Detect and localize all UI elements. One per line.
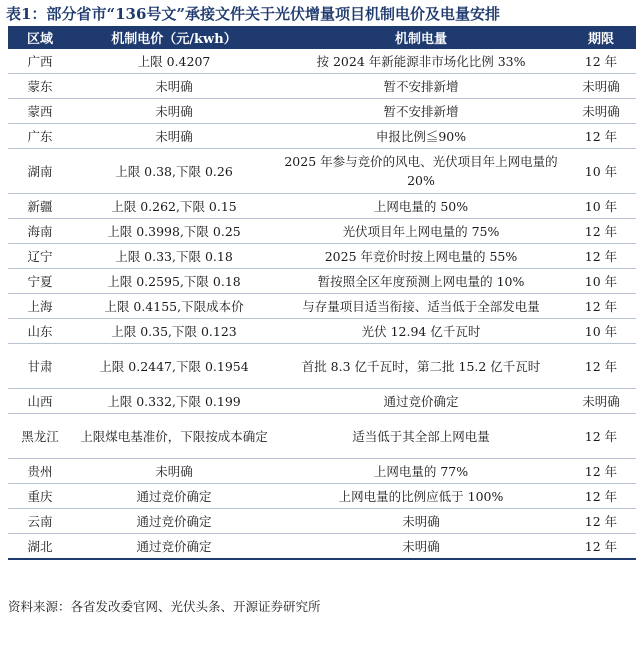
region-cell: 湖南 bbox=[8, 149, 72, 194]
volume-cell: 上网电量的 50% bbox=[276, 194, 566, 219]
term-cell: 10 年 bbox=[566, 149, 636, 194]
region-cell: 上海 bbox=[8, 294, 72, 319]
header-row bbox=[8, 26, 636, 49]
region-cell: 山西 bbox=[8, 389, 72, 414]
region-cell: 山东 bbox=[8, 319, 72, 344]
term-cell: 未明确 bbox=[566, 99, 636, 124]
term-cell: 12 年 bbox=[566, 414, 636, 459]
region-cell: 广东 bbox=[8, 124, 72, 149]
region-cell: 广西 bbox=[8, 49, 72, 74]
term-cell: 12 年 bbox=[566, 124, 636, 149]
price-cell: 通过竞价确定 bbox=[72, 509, 276, 534]
term-cell: 12 年 bbox=[566, 294, 636, 319]
region-cell: 黑龙江 bbox=[8, 414, 72, 459]
price-cell: 通过竞价确定 bbox=[72, 484, 276, 509]
table-row bbox=[8, 389, 636, 414]
price-cell: 未明确 bbox=[72, 124, 276, 149]
price-cell: 未明确 bbox=[72, 459, 276, 484]
table-row bbox=[8, 319, 636, 344]
region-cell: 重庆 bbox=[8, 484, 72, 509]
mechanism-price-table bbox=[8, 26, 636, 560]
price-cell: 上限 0.332,下限 0.199 bbox=[72, 389, 276, 414]
table-row bbox=[8, 194, 636, 219]
region-cell: 宁夏 bbox=[8, 269, 72, 294]
table-row bbox=[8, 509, 636, 534]
price-cell: 上限 0.35,下限 0.123 bbox=[72, 319, 276, 344]
table-row bbox=[8, 294, 636, 319]
volume-cell: 按 2024 年新能源非市场化比例 33% bbox=[276, 49, 566, 74]
term-cell: 12 年 bbox=[566, 509, 636, 534]
price-cell: 未明确 bbox=[72, 74, 276, 99]
price-cell: 上限 0.4155,下限成本价 bbox=[72, 294, 276, 319]
volume-cell: 2025 年竞价时按上网电量的 55% bbox=[276, 244, 566, 269]
column-header-price: 机制电价（元/kwh） bbox=[72, 26, 276, 49]
region-cell: 辽宁 bbox=[8, 244, 72, 269]
region-cell: 湖北 bbox=[8, 534, 72, 560]
volume-cell: 暂不安排新增 bbox=[276, 74, 566, 99]
table-row bbox=[8, 99, 636, 124]
volume-cell: 未明确 bbox=[276, 534, 566, 560]
table-title: 表1：部分省市“136号文”承接文件关于光伏增量项目机制电价及电量安排 bbox=[6, 5, 501, 23]
table-row bbox=[8, 484, 636, 509]
term-cell: 未明确 bbox=[566, 74, 636, 99]
price-cell: 上限 0.262,下限 0.15 bbox=[72, 194, 276, 219]
term-cell: 12 年 bbox=[566, 219, 636, 244]
volume-cell: 2025 年参与竞价的风电、光伏项目年上网电量的 20% bbox=[276, 149, 566, 194]
table-row bbox=[8, 344, 636, 389]
region-cell: 新疆 bbox=[8, 194, 72, 219]
column-header-region: 区域 bbox=[8, 26, 72, 49]
region-cell: 贵州 bbox=[8, 459, 72, 484]
region-cell: 蒙西 bbox=[8, 99, 72, 124]
term-cell: 10 年 bbox=[566, 319, 636, 344]
volume-cell: 通过竞价确定 bbox=[276, 389, 566, 414]
term-cell: 12 年 bbox=[566, 459, 636, 484]
region-cell: 蒙东 bbox=[8, 74, 72, 99]
price-cell: 上限 0.38,下限 0.26 bbox=[72, 149, 276, 194]
volume-cell: 首批 8.3 亿千瓦时，第二批 15.2 亿千瓦时 bbox=[276, 344, 566, 389]
source-note: 资料来源：各省发改委官网、光伏头条、开源证券研究所 bbox=[8, 599, 321, 614]
term-cell: 10 年 bbox=[566, 269, 636, 294]
volume-cell: 暂不安排新增 bbox=[276, 99, 566, 124]
column-header-term: 期限 bbox=[566, 26, 636, 49]
price-cell: 上限 0.3998,下限 0.25 bbox=[72, 219, 276, 244]
term-cell: 10 年 bbox=[566, 194, 636, 219]
volume-cell: 光伏 12.94 亿千瓦时 bbox=[276, 319, 566, 344]
volume-cell: 上网电量的 77% bbox=[276, 459, 566, 484]
price-cell: 通过竞价确定 bbox=[72, 534, 276, 560]
price-cell: 上限 0.33,下限 0.18 bbox=[72, 244, 276, 269]
table-row bbox=[8, 414, 636, 459]
volume-cell: 适当低于其全部上网电量 bbox=[276, 414, 566, 459]
table-row bbox=[8, 244, 636, 269]
table-row bbox=[8, 269, 636, 294]
table-row bbox=[8, 49, 636, 74]
price-cell: 上限 0.2447,下限 0.1954 bbox=[72, 344, 276, 389]
region-cell: 云南 bbox=[8, 509, 72, 534]
term-cell: 12 年 bbox=[566, 534, 636, 560]
volume-cell: 暂按照全区年度预测上网电量的 10% bbox=[276, 269, 566, 294]
volume-cell: 光伏项目年上网电量的 75% bbox=[276, 219, 566, 244]
region-cell: 海南 bbox=[8, 219, 72, 244]
price-cell: 未明确 bbox=[72, 99, 276, 124]
term-cell: 12 年 bbox=[566, 244, 636, 269]
price-cell: 上限 0.2595,下限 0.18 bbox=[72, 269, 276, 294]
region-cell: 甘肃 bbox=[8, 344, 72, 389]
term-cell: 未明确 bbox=[566, 389, 636, 414]
volume-cell: 申报比例≦90% bbox=[276, 124, 566, 149]
table-row bbox=[8, 74, 636, 99]
table-row bbox=[8, 219, 636, 244]
term-cell: 12 年 bbox=[566, 344, 636, 389]
column-header-volume: 机制电量 bbox=[276, 26, 566, 49]
price-cell: 上限煤电基准价，下限按成本确定 bbox=[72, 414, 276, 459]
volume-cell: 上网电量的比例应低于 100% bbox=[276, 484, 566, 509]
volume-cell: 未明确 bbox=[276, 509, 566, 534]
volume-cell: 与存量项目适当衔接、适当低于全部发电量 bbox=[276, 294, 566, 319]
table-row bbox=[8, 149, 636, 194]
table-row bbox=[8, 459, 636, 484]
price-cell: 上限 0.4207 bbox=[72, 49, 276, 74]
table-row bbox=[8, 124, 636, 149]
term-cell: 12 年 bbox=[566, 49, 636, 74]
table-row bbox=[8, 534, 636, 560]
term-cell: 12 年 bbox=[566, 484, 636, 509]
